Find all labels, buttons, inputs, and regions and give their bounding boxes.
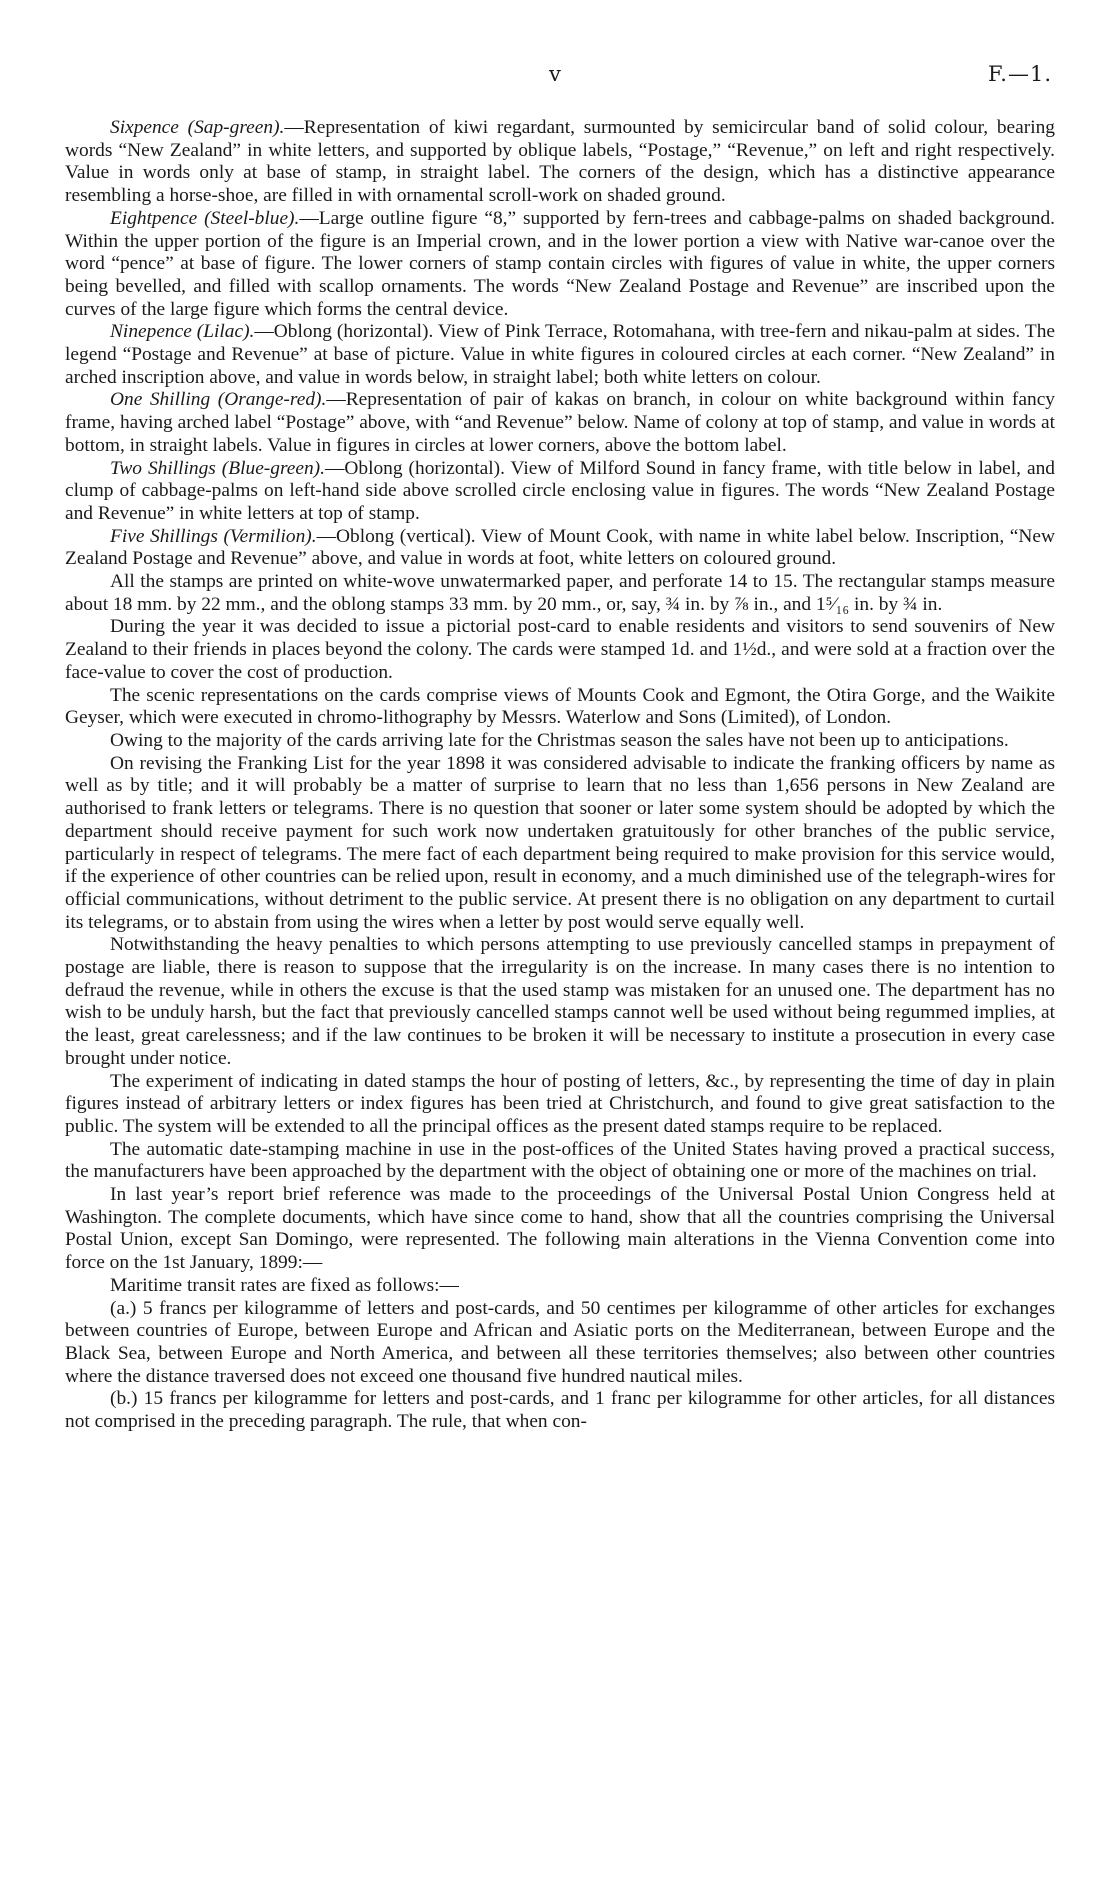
page-header <box>0 62 1114 92</box>
paragraph <box>65 526 1055 571</box>
paragraph <box>65 117 1055 208</box>
paragraph <box>65 321 1055 389</box>
paragraph <box>65 685 1055 730</box>
paragraph-text: —Oblong (horizontal). View of Milford Sound in fancy frame, with title below in label, and clump of cabbage-palms on left-hand side above scrolled circle enclosing value in figures. The words “New Zealand Postage and Revenue” in white letters at top of stamp. <box>65 457 1055 524</box>
paragraph-text: The experiment of indicating in dated stamps the hour of posting of letters, &c., by representing the time of day in plain figures instead of arbitrary letters or index figures has been tried at Christchurch, and found to give great satisfaction to the public. The system will be extended to all the principal offices as the present dated stamps require to be replaced. <box>65 1070 1055 1137</box>
paragraph-text: —Representation of kiwi regardant, surmounted by semicircular band of solid colour, bearing words “New Zealand” in white letters, and supported by oblique labels, “Postage,” “Revenue,” on left and right respectively. Value in words only at base of stamp, in straight label. The corners of the design, which has a distinctive appearance resembling a horse-shoe, are filled in with ornamental scroll-work on shaded ground. <box>65 117 1055 207</box>
paragraph <box>65 458 1055 526</box>
paragraph <box>65 1275 1055 1298</box>
paragraph-lead: One Shilling (Orange-red). <box>110 389 327 411</box>
paragraph-text: The scenic representations on the cards comprise views of Mounts Cook and Egmont, the Otira Gorge, and the Waikite Geyser, which were executed in chromo-lithography by Messrs. Waterlow and Sons (Limited), of London. <box>65 684 1055 729</box>
paragraph <box>65 730 1055 753</box>
paragraph-lead: Two Shillings (Blue-green). <box>110 457 325 479</box>
paragraph <box>65 208 1055 322</box>
paragraph <box>65 1139 1055 1184</box>
paragraph <box>65 571 1055 616</box>
paragraph <box>65 616 1055 684</box>
paragraph <box>65 1388 1055 1433</box>
paragraph-text: During the year it was decided to issue a pictorial post-card to enable residents and visitors to send souvenirs of New Zealand to their friends in places beyond the colony. The cards were stamped 1d. and 1½d., and were sold at a fraction over the face-value to cover the cost of production. <box>65 616 1055 683</box>
paragraph-text: (b.) 15 francs per kilogramme for letters and post-cards, and 1 franc per kilogramme for other articles, for all distances not comprised in the preceding paragraph. The rule, that when con- <box>65 1388 1055 1433</box>
paragraph-text: —Representation of pair of kakas on branch, in colour on white background within fancy frame, having arched label “Postage” above, with “and Revenue” below. Name of colony at top of stamp, and value in words at bottom, in straight labels. Value in figures in circles at lower corners, above the bottom label. <box>65 389 1055 456</box>
paragraph-lead: Ninepence (Lilac). <box>110 321 255 343</box>
paragraph-text: On revising the Franking List for the year 1898 it was considered advisable to indicate the franking officers by name as well as by title; and it will probably be a matter of surprise to learn that no less than 1,656 persons in New Zealand are authorised to frank letters or telegrams. There is no question that sooner or later some system should be adopted by which the department should receive payment for such work now undertaken gratuitously for other branches of the public service, particularly in respect of telegrams. The mere fact of each department being required to make provision for this service would, if the experience of other countries can be relied upon, result in economy, and a much diminished use of the telegraph-wires for official communications, without detriment to the public service. At present there is no obligation on any department to curtail its telegrams, or to abstain from using the wires when a letter by post would serve equally well. <box>65 752 1055 933</box>
document-reference: F.—1. <box>987 62 1052 86</box>
paragraph-lead: Five Shillings (Vermilion). <box>110 525 317 547</box>
paragraph-text: The automatic date-stamping machine in use in the post-offices of the United States having proved a practical success, the manufacturers have been approached by the department with the object of obtaining one or more of the machines on trial. <box>65 1138 1055 1183</box>
paragraph-text: All the stamps are printed on white-wove unwatermarked paper, and perforate 14 to 15. The rectangular stamps measure about 18 mm. by 22 mm., and the oblong stamps 33 mm. by 20 mm., or, say, ¾ in. by ⅞ in., and 1⁵⁄₁₆ in. by ¾ in. <box>65 571 1055 615</box>
paragraph <box>65 389 1055 457</box>
paragraph-text: Notwithstanding the heavy penalties to which persons attempting to use previously cancelled stamps in prepayment of postage are liable, there is reason to suppose that the irregularity is on the increase. In many cases there is no intention to defraud the revenue, while in others the excuse is that the used stamp was mistaken for an unused one. The department has no wish to be unduly harsh, but the fact that previously cancelled stamps cannot well be used without being regummed implies, at the least, great carelessness; and if the law continues to be broken it will be necessary to institute a prosecution in every case brought under notice. <box>65 934 1055 1069</box>
paragraph-text: —Large outline figure “8,” supported by fern-trees and cabbage-palms on shaded background. Within the upper portion of the figure is an Imperial crown, and in the lower portion a view with Native war-canoe over the word “pence” at base of figure. The lower corners of stamp contain circles with figures of value in white, the upper corners being bevelled, and filled with scallop ornaments. The words “New Zealand Postage and Revenue” are inscribed upon the curves of the large figure which forms the central device. <box>65 207 1056 320</box>
paragraph-lead: Sixpence (Sap-green). <box>110 117 285 138</box>
paragraph <box>65 1071 1055 1139</box>
paragraph-lead: Eightpence (Steel-blue). <box>110 207 300 229</box>
paragraph-text: (a.) 5 francs per kilogramme of letters and post-cards, and 50 centimes per kilogramme of other articles for exchanges between countries of Europe, between Europe and African and Asiatic ports on the Mediterranean, between Europe and the Black Sea, between Europe and North America, and between all these territories themselves; also between other countries where the distance traversed does not exceed one thousand five hundred nautical miles. <box>65 1297 1055 1387</box>
paragraph-text: —Oblong (vertical). View of Mount Cook, with name in white label below. Inscription, “New Zealand Postage and Revenue” above, and value in words at foot, white letters on coloured ground. <box>65 525 1056 570</box>
paragraph <box>65 1184 1055 1275</box>
paragraph-text: —Oblong (horizontal). View of Pink Terrace, Rotomahana, with tree-fern and nikau-palm at sides. The legend “Postage and Revenue” at base of picture. Value in white figures in coloured circles at each corner. “New Zealand” in arched inscription above, and value in words below, in straight label; both white letters on colour. <box>65 321 1055 388</box>
paragraph <box>65 934 1055 1070</box>
paragraph-text: In last year’s report brief reference was made to the proceedings of the Universal Postal Union Congress held at Washington. The complete documents, which have since come to hand, show that all the countries comprising the Universal Postal Union, except San Domingo, were represented. The following main alterations in the Vienna Convention come into force on the 1st January, 1899:— <box>65 1184 1055 1274</box>
paragraph-text: Owing to the majority of the cards arriving late for the Christmas season the sales have not been up to anticipations. <box>110 729 1009 751</box>
body-text <box>65 117 1055 1434</box>
paragraph <box>65 753 1055 935</box>
page-number: v <box>549 62 561 86</box>
paragraph-text: Maritime transit rates are fixed as follows:— <box>110 1274 459 1296</box>
paragraph <box>65 1298 1055 1389</box>
